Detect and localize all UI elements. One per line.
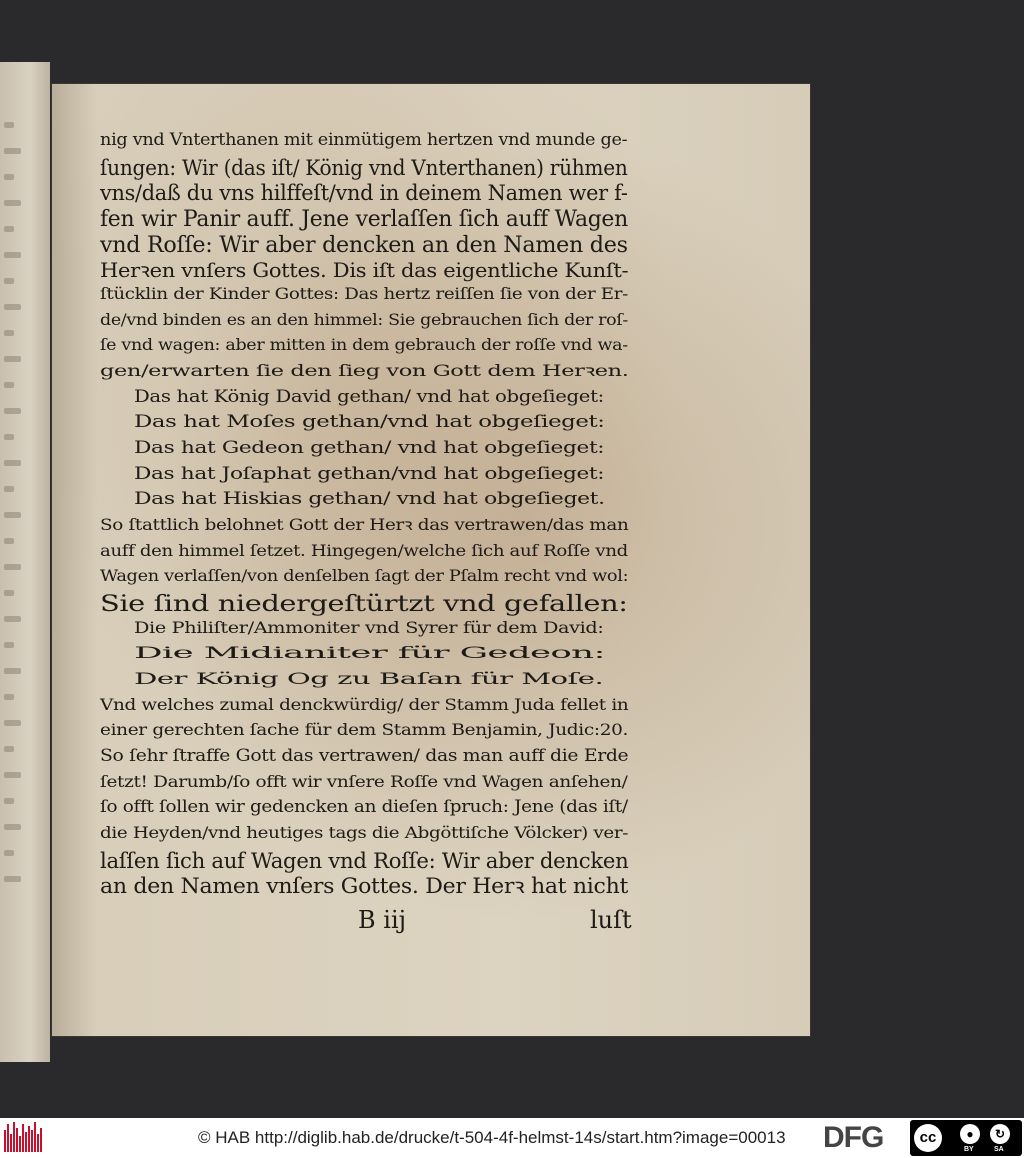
text-line: Das hat König David gethan/ vnd hat obgeſieget: <box>134 387 604 407</box>
text-line: auff den himmel ſetzet. Hingegen/welche ſich auf Roſſe vnd <box>100 541 628 560</box>
text-line: vnd Roſſe: Wir aber dencken an den Namen des <box>100 233 628 258</box>
facing-page-text-trace <box>4 824 21 830</box>
facing-page-text-trace <box>4 200 21 206</box>
facing-page-text-trace <box>4 746 14 752</box>
hab-logo-bar <box>22 1124 24 1152</box>
text-line: einer gerechten ſache für dem Stamm Benjamin, Judic:20. <box>100 720 629 739</box>
facing-page-text-trace <box>4 122 14 128</box>
hab-logo-bar <box>28 1126 30 1152</box>
facing-page-text-trace <box>4 226 14 232</box>
signature-mark: B iij <box>358 906 407 934</box>
hab-logo-bar <box>34 1122 36 1152</box>
text-line: Der König Og zu Baſan für Moſe. <box>134 669 604 688</box>
facing-page-text-trace <box>4 564 21 570</box>
text-line: ſe vnd wagen: aber mitten in dem gebrauch der roſſe vnd wa- <box>100 335 628 354</box>
text-line: ſo offt ſollen wir gedencken an dieſen ſpruch: Jene (das iſt/ <box>100 797 628 817</box>
facing-page-text-trace <box>4 304 21 310</box>
facing-page-text-trace <box>4 434 14 440</box>
text-line: Das hat Moſes gethan/vnd hat obgeſieget: <box>134 412 605 432</box>
text-line: ſetzt! Darumb/ſo offt wir vnſere Roſſe vnd Wagen anſehen/ <box>100 772 628 791</box>
text-line: So ſtattlich belohnet Gott der Herꝛ das vertrawen/das man <box>100 515 629 534</box>
facing-page-text-trace <box>4 486 14 492</box>
text-line: Herꝛen vnſers Gottes. Dis iſt das eigentliche Kunſt- <box>100 258 629 282</box>
facing-page-text-trace <box>4 382 14 388</box>
attribution-icon: ● <box>960 1124 980 1144</box>
hab-logo-bar <box>7 1124 9 1152</box>
facing-page-text-trace <box>4 694 14 700</box>
text-line: Das hat Gedeon gethan/ vnd hat obgeſieget: <box>134 438 605 458</box>
catchword: luſt <box>590 906 632 934</box>
facing-page-text-trace <box>4 668 21 674</box>
facing-page-text-trace <box>4 538 14 544</box>
facing-page-text-trace <box>4 408 21 414</box>
facing-page-text-trace <box>4 330 14 336</box>
facing-page-edge <box>0 62 50 1062</box>
text-line: an den Namen vnſers Gottes. Der Herꝛ hat nicht <box>100 874 629 898</box>
cc-sa-label: SA <box>994 1146 1004 1153</box>
text-line: nig vnd Vnterthanen mit einmütigem hertzen vnd munde ge- <box>100 130 628 150</box>
facing-page-text-trace <box>4 616 21 622</box>
hab-logo-bar <box>40 1128 42 1152</box>
facing-page-text-trace <box>4 460 21 466</box>
text-line: Wagen verlaſſen/von denſelben ſagt der Pſalm recht vnd wol: <box>100 566 629 585</box>
text-line: Das hat Hiskias gethan/ vnd hat obgeſieget. <box>134 489 605 509</box>
text-line: Die Midianiter für Gedeon: <box>134 643 605 662</box>
facing-page-text-trace <box>4 772 21 778</box>
share-alike-icon: ↻ <box>990 1124 1010 1144</box>
dfg-logo[interactable]: DFG <box>823 1121 884 1154</box>
facing-page-text-trace <box>4 512 21 518</box>
cc-icon: cc <box>914 1124 942 1152</box>
credit-link[interactable]: © HAB http://diglib.hab.de/drucke/t-504-4f-helmst-14s/start.htm?image=00013 <box>198 1128 786 1147</box>
text-line: So ſehr ſtraffe Gott das vertrawen/ das man auff die Erde <box>100 746 629 766</box>
facing-page-text-trace <box>4 720 21 726</box>
hab-logo-bar <box>16 1128 18 1152</box>
facing-page-text-trace <box>4 252 21 258</box>
hab-logo-bar <box>37 1134 39 1152</box>
facing-page-text-trace <box>4 174 14 180</box>
hab-logo-bar <box>25 1132 27 1152</box>
text-line: fen wir Panir auff. Jene verlaſſen ſich auff Wagen <box>100 207 628 232</box>
facing-page-text-trace <box>4 148 21 154</box>
text-line: gen/erwarten ſie den ſieg von Gott dem Herꝛen. <box>100 361 629 380</box>
text-line: Die Philiſter/Ammoniter vnd Syrer für dem David: <box>134 618 604 637</box>
text-line: Das hat Joſaphat gethan/vnd hat obgeſieget: <box>134 464 605 484</box>
footer-bar <box>0 1118 1024 1158</box>
facing-page-text-trace <box>4 356 21 362</box>
facing-page-text-trace <box>4 876 21 882</box>
facing-page-text-trace <box>4 590 14 596</box>
facing-page-text-trace <box>4 850 14 856</box>
text-line: ſtücklin der Kinder Gottes: Das hertz reiſſen ſie von der Er- <box>100 284 628 303</box>
text-line: ſungen: Wir (das iſt/ König vnd Vnterthanen) rühmen <box>100 156 628 180</box>
cc-by-label: BY <box>964 1146 974 1153</box>
hab-logo-bar <box>19 1136 21 1152</box>
text-line: laſſen ſich auf Wagen vnd Roſſe: Wir aber dencken <box>100 849 629 873</box>
facing-page-text-trace <box>4 642 14 648</box>
hab-logo-bar <box>4 1130 6 1152</box>
facing-page-text-trace <box>4 278 14 284</box>
facing-page-text-trace <box>4 798 14 804</box>
hab-logo-bar <box>10 1134 12 1152</box>
text-line: die Heyden/vnd heutiges tags die Abgöttiſche Völcker) ver- <box>100 823 629 842</box>
page-text <box>100 128 630 936</box>
hab-logo-bar <box>31 1130 33 1152</box>
text-line: Vnd welches zumal denckwürdig/ der Stamm Juda fellet in <box>100 695 629 714</box>
cc-license-badge[interactable] <box>910 1120 1022 1156</box>
hab-logo-icon[interactable] <box>4 1122 46 1152</box>
hab-logo-bar <box>13 1122 15 1152</box>
text-line: Sie ſind niedergeſtürtzt vnd gefallen: <box>100 592 628 617</box>
text-line: de/vnd binden es an den himmel: Sie gebrauchen ſich der roſ- <box>100 310 628 329</box>
text-line: vns/daß du vns hilffeſt/vnd in deinem Namen wer f- <box>100 181 628 205</box>
